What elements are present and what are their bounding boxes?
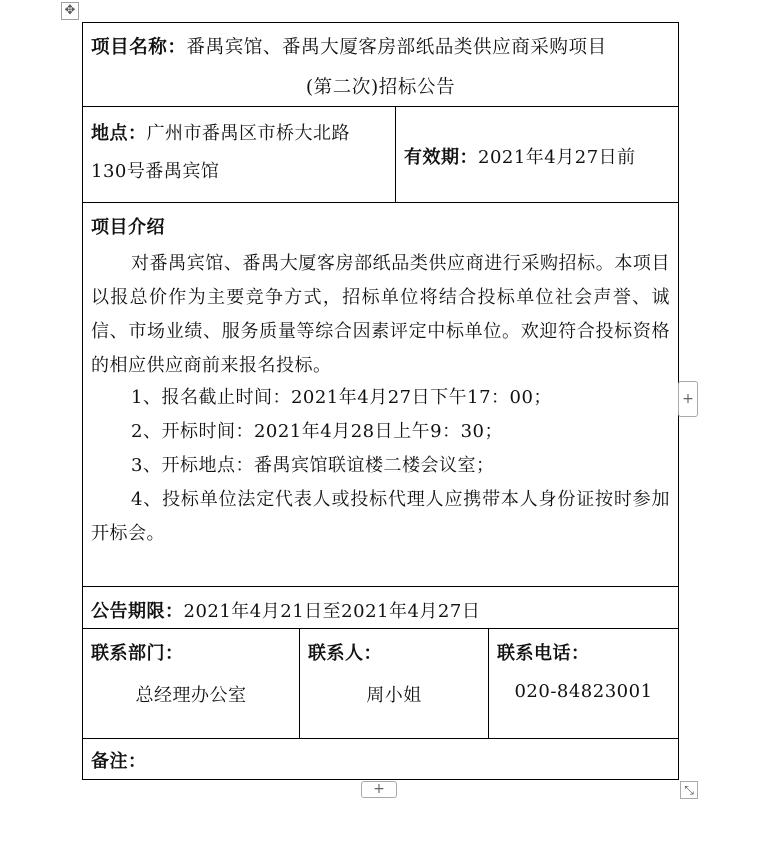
validity-line [404, 143, 636, 169]
announcement-table [82, 22, 679, 780]
validity-label: 有效期： [404, 147, 478, 168]
department-label: 联系部门： [91, 643, 184, 664]
plus-icon: + [682, 391, 694, 407]
plus-icon: + [373, 781, 385, 797]
department-cell [83, 629, 300, 738]
resize-icon: ⤡ [684, 783, 694, 797]
location-text: 广州市番禺区市桥大北路 [146, 123, 350, 144]
add-row-button[interactable] [361, 781, 397, 798]
location-row [83, 107, 678, 203]
remarks-label: 备注： [91, 751, 147, 772]
project-title-text: 番禺宾馆、番禺大厦客房部纸品类供应商采购项目 [186, 37, 607, 58]
location-cell [83, 107, 396, 202]
person-label: 联系人： [308, 643, 382, 664]
location-line2: 130号番禺宾馆 [91, 161, 220, 182]
phone-value: 020-84823001 [514, 681, 653, 702]
table-resize-handle[interactable] [680, 781, 698, 799]
location-line1 [91, 119, 350, 145]
project-title-line2: (第二次)招标公告 [305, 77, 456, 98]
location-label: 地点： [91, 123, 147, 144]
validity-value: 2021年4月27日前 [478, 147, 636, 168]
notice-period-label: 公告期限： [91, 601, 184, 622]
intro-item-1: 1、报名截止时间：2021年4月27日下午17：00； [131, 387, 552, 408]
intro-item-2: 2、开标时间：2021年4月28日上午9：30； [131, 421, 503, 442]
notice-period-line [91, 597, 480, 623]
phone-cell [489, 629, 678, 738]
project-title-line1 [91, 33, 607, 59]
title-row [83, 23, 678, 107]
table-move-handle[interactable] [61, 2, 79, 20]
person-cell [300, 629, 489, 738]
phone-label: 联系电话： [497, 643, 590, 664]
project-title-label: 项目名称： [91, 37, 187, 58]
intro-row [83, 203, 678, 587]
person-value: 周小姐 [366, 685, 422, 706]
intro-heading: 项目介绍 [91, 217, 165, 238]
remarks-row [83, 739, 678, 779]
intro-paragraph: 对番禺宾馆、番禺大厦客房部纸品类供应商进行采购招标。本项目以报总价作为主要竞争方式，招标单位将结合投标单位社会声誉、诚信、市场业绩、服务质量等综合因素评定中标单位。欢迎符合投标资格的相应供应商前来报名投标。 [91, 253, 670, 376]
notice-period-row [83, 587, 678, 629]
validity-cell [396, 107, 678, 202]
intro-item-3: 3、开标地点：番禺宾馆联谊楼二楼会议室； [131, 455, 495, 476]
notice-period-value: 2021年4月21日至2021年4月27日 [183, 601, 481, 622]
move-icon: ✥ [64, 3, 76, 18]
contact-row [83, 629, 678, 739]
department-value: 总经理办公室 [135, 685, 247, 706]
add-column-button[interactable] [678, 381, 698, 417]
intro-item-4: 4、投标单位法定代表人或投标代理人应携带本人身份证按时参加开标会。 [91, 489, 670, 544]
